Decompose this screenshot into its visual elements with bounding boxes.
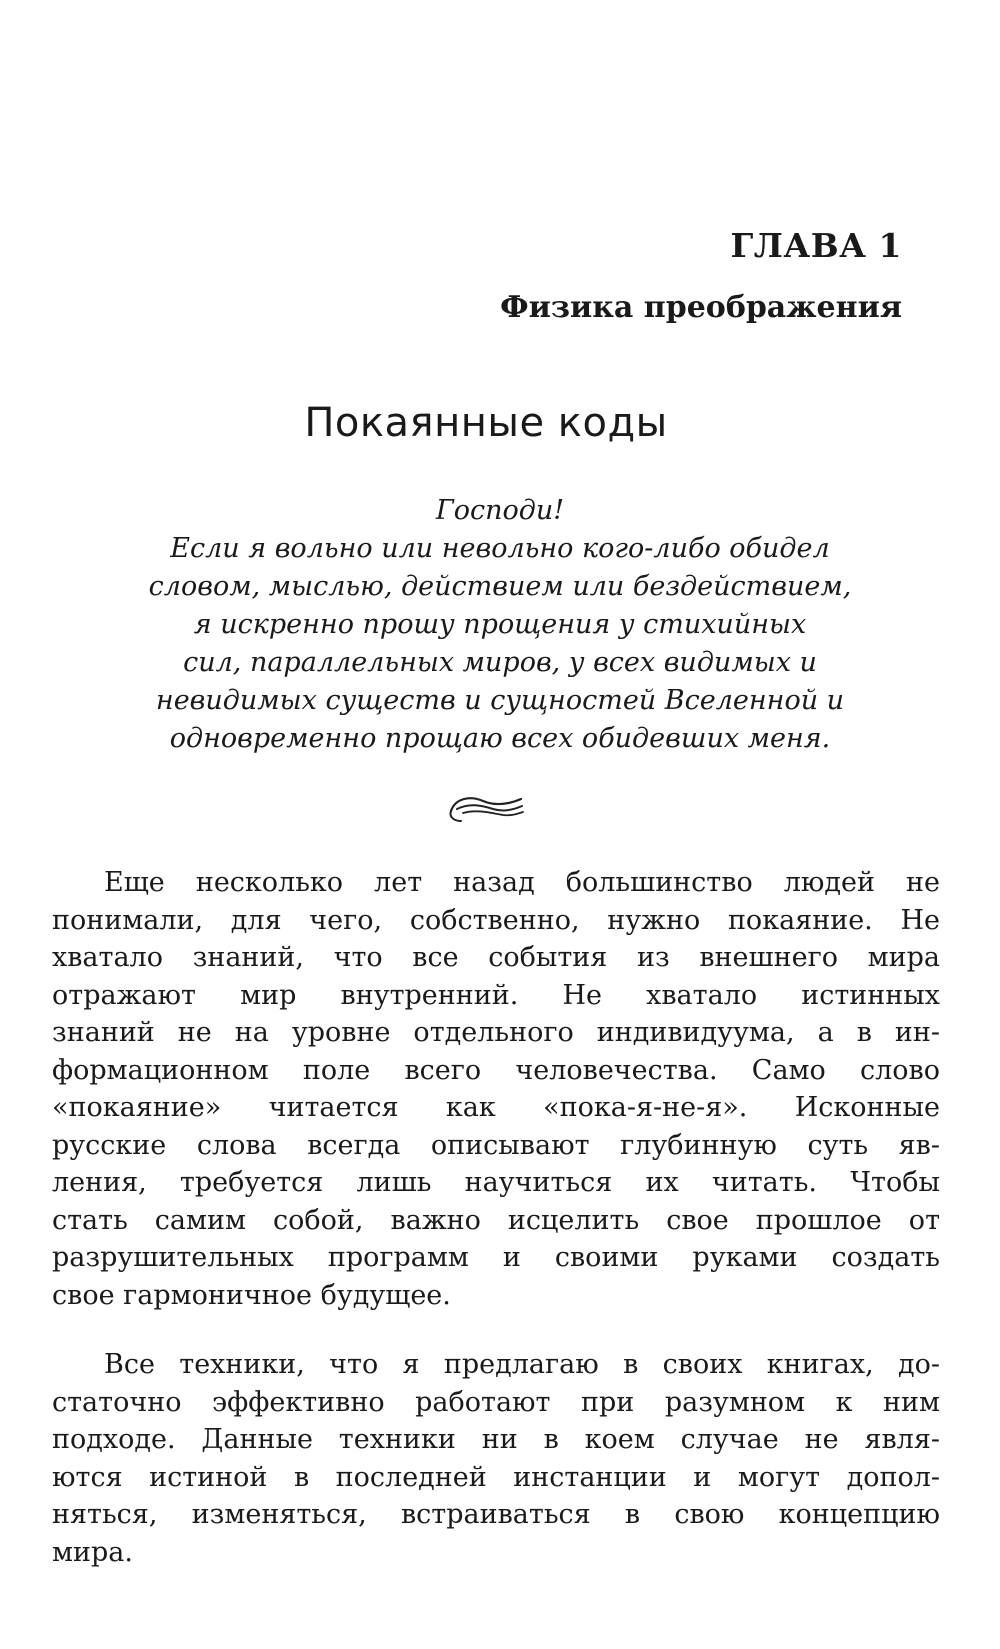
paragraph-line: русские слова всегда описывают глубинную суть яв- xyxy=(52,1129,940,1161)
chapter-title: Физика преображения xyxy=(500,290,902,325)
prayer-block xyxy=(60,492,940,758)
paragraph-line: отражают мир внутренний. Не хватало истинных xyxy=(52,979,940,1011)
paragraph-line: Все техники, что я предлагаю в своих книгах, до- xyxy=(104,1349,940,1380)
paragraph-line: мира. xyxy=(52,1536,133,1568)
paragraph-line: Еще несколько лет назад большинство людей не xyxy=(104,867,940,898)
paragraph-line: ются истиной в последней инстанции и могут допол- xyxy=(52,1461,940,1493)
paragraph-line: формационном поле всего человечества. Само слово xyxy=(52,1054,940,1086)
prayer-line: невидимых существ и сущностей Вселенной и xyxy=(155,685,845,716)
paragraph-line: статочно эффективно работают при разумном к ним xyxy=(52,1386,940,1418)
section-title: Покаянные коды xyxy=(304,400,668,446)
paragraph xyxy=(52,1346,940,1571)
paragraph-line: «покаяние» читается как «пока-я-не-я». Исконные xyxy=(52,1092,940,1123)
paragraph-line: няться, изменяться, встраиваться в свою концепцию xyxy=(52,1499,940,1530)
wave-flourish-icon xyxy=(447,789,525,825)
paragraph-line: знаний не на уровне отдельного индивидуума, а в ин- xyxy=(52,1017,940,1048)
prayer-line: я искренно прошу прощения у стихийных xyxy=(193,609,807,640)
paragraph-line: хватало знаний, что все события из внешнего мира xyxy=(52,942,940,973)
paragraph-line: разрушительных программ и своими руками создать xyxy=(52,1242,940,1273)
prayer-line: словом, мыслью, действием или бездействием, xyxy=(148,571,852,602)
prayer-line: Господи! xyxy=(435,495,565,526)
prayer-line: сил, параллельных миров, у всех видимых и xyxy=(183,647,817,678)
paragraph-line: подходе. Данные техники ни в коем случае не явля- xyxy=(52,1424,940,1455)
paragraph-line: ления, требуется лишь научиться их читать. Чтобы xyxy=(52,1167,940,1198)
paragraph xyxy=(52,864,940,1314)
prayer-line: Если я вольно или невольно кого-либо обидел xyxy=(170,533,830,564)
paragraph-line: стать самим собой, важно исцелить свое прошлое от xyxy=(52,1204,940,1236)
prayer-line: одновременно прощаю всех обидевших меня. xyxy=(169,723,831,754)
paragraph-line: свое гармоничное будущее. xyxy=(52,1279,451,1311)
paragraph-line: понимали, для чего, собственно, нужно покаяние. Не xyxy=(52,904,940,936)
chapter-label: ГЛАВА 1 xyxy=(730,226,902,265)
